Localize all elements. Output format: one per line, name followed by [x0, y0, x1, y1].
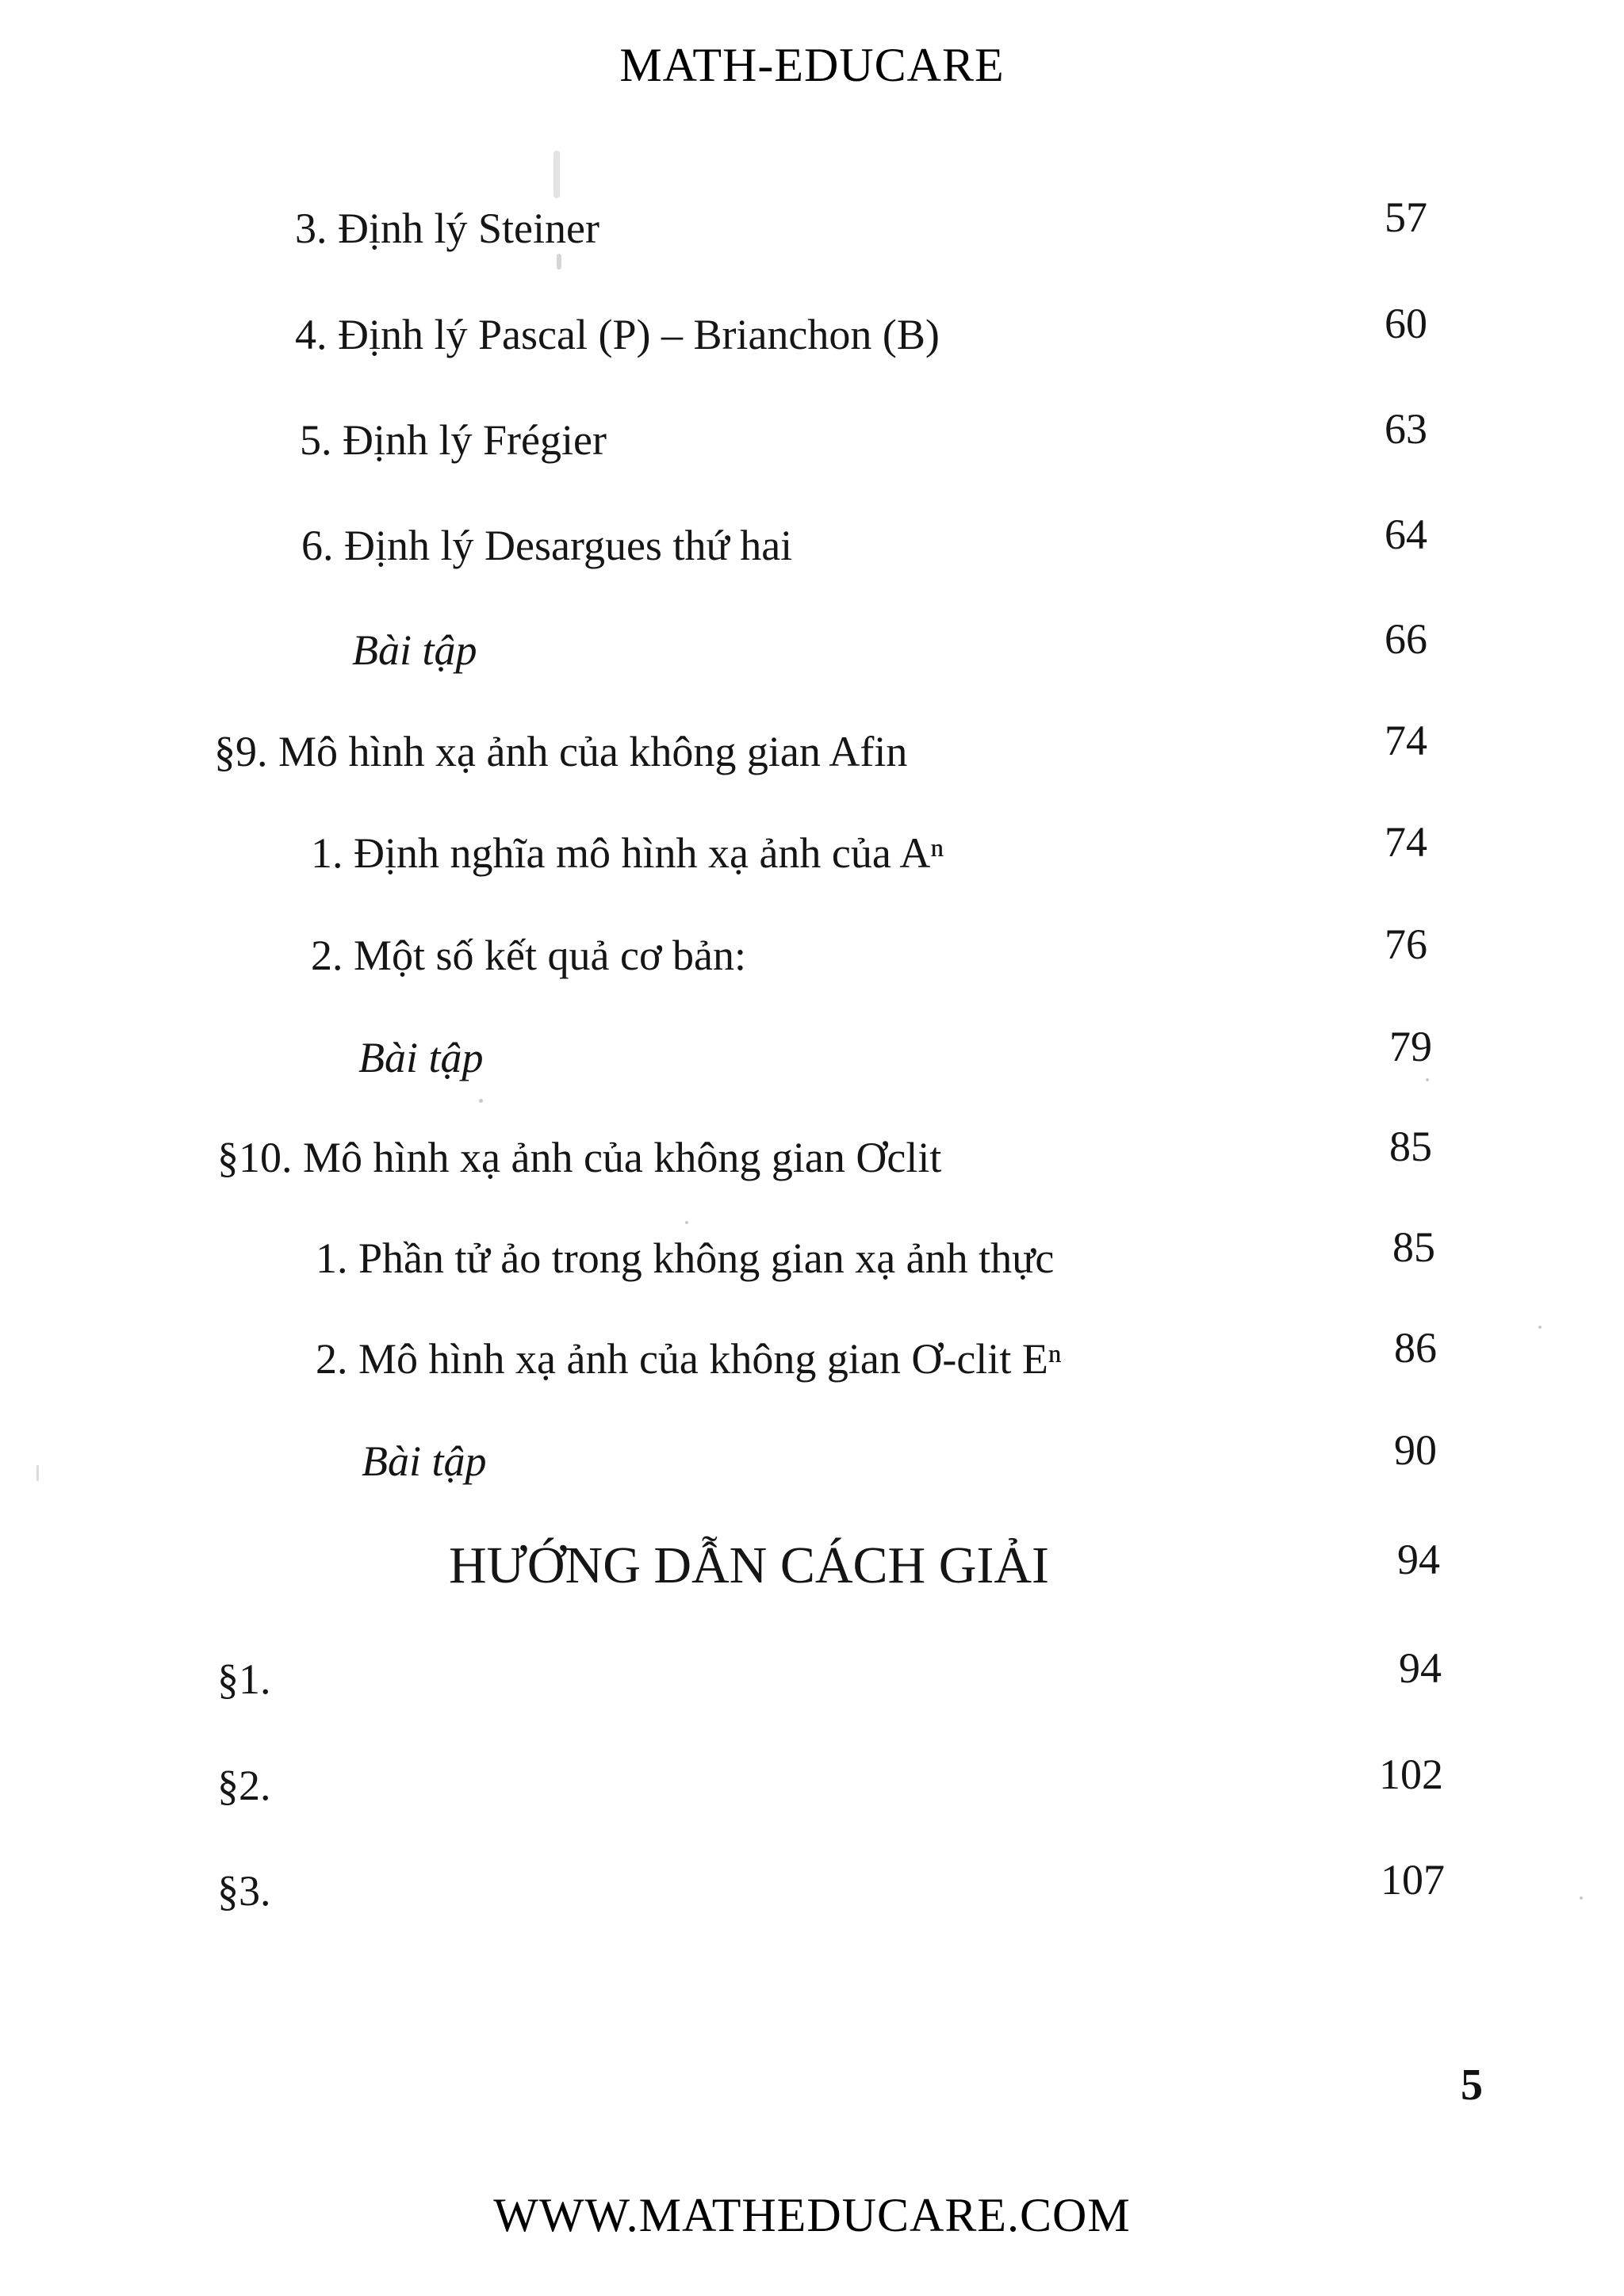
- toc-entry-page: 90: [1394, 1426, 1437, 1474]
- toc-entry-label: §2.: [217, 1762, 271, 1809]
- toc-entry-page: 57: [1385, 193, 1427, 241]
- toc-entry: [0, 818, 1624, 885]
- toc-entry-label: §3.: [217, 1867, 271, 1915]
- toc-entry-label: 6. Định lý Desargues thứ hai: [301, 522, 793, 569]
- toc-entry-label: 3. Định lý Steiner: [295, 205, 599, 252]
- section-heading-label: HƯỚNG DẪN CÁCH GIẢI: [449, 1536, 1050, 1594]
- toc-entry: [0, 300, 1624, 366]
- toc-entry-page: 85: [1392, 1223, 1435, 1271]
- toc-entry: [0, 1223, 1624, 1290]
- toc-entry-label: 2. Một số kết quả cơ bản:: [311, 932, 746, 979]
- toc-entry: [0, 1751, 1624, 1817]
- toc-entry: [0, 717, 1624, 783]
- section-heading: [0, 1530, 1624, 1601]
- toc-entry-page: 86: [1394, 1324, 1437, 1372]
- toc-entry-page: 66: [1385, 615, 1427, 663]
- toc-entry-label: 2. Mô hình xạ ảnh của không gian Ơ-clit Eⁿ: [316, 1335, 1062, 1383]
- toc-entry-label: Bài tập: [362, 1437, 487, 1485]
- scan-speck: [1426, 1078, 1429, 1081]
- toc-entry-page: 85: [1389, 1123, 1432, 1170]
- toc-entry: [0, 193, 1624, 260]
- toc-entry: [0, 1324, 1624, 1391]
- toc-entry: [0, 1644, 1624, 1711]
- scan-speck: [479, 1099, 483, 1103]
- toc-entry: [0, 920, 1624, 987]
- toc-entry: [0, 405, 1624, 472]
- toc-entry-page: 79: [1389, 1023, 1432, 1070]
- scan-speck: [557, 254, 561, 270]
- scan-speck: [553, 151, 560, 198]
- toc-entry-label: 4. Định lý Pascal (P) – Brianchon (B): [295, 311, 940, 358]
- toc-entry-label: §10. Mô hình xạ ảnh của không gian Ơclit: [217, 1134, 942, 1181]
- scan-speck: [685, 1221, 688, 1224]
- toc-entry: [0, 1426, 1624, 1493]
- toc-entry-page: 94: [1399, 1644, 1442, 1692]
- toc-entry: [0, 1023, 1624, 1089]
- toc-entry: [0, 1123, 1624, 1189]
- toc-entry-page: 63: [1385, 405, 1427, 453]
- toc-entry-page: 60: [1385, 300, 1427, 347]
- scan-speck: [1580, 1896, 1583, 1900]
- toc-entry: [0, 511, 1624, 577]
- toc-entry-label: 5. Định lý Frégier: [300, 416, 607, 464]
- toc-entry: [0, 615, 1624, 682]
- scan-speck: [36, 1465, 39, 1481]
- toc-entry-label: §1.: [217, 1655, 271, 1703]
- toc-entry-page: 102: [1379, 1751, 1443, 1798]
- toc-entry-label: Bài tập: [358, 1034, 484, 1081]
- section-heading-page: 94: [1397, 1536, 1440, 1583]
- toc-entry-label: 1. Phần tử ảo trong không gian xạ ảnh thực: [316, 1234, 1055, 1282]
- toc-entry-page: 64: [1385, 511, 1427, 558]
- scan-speck: [1538, 1326, 1542, 1329]
- toc-entry-label: §9. Mô hình xạ ảnh của không gian Afin: [214, 728, 908, 775]
- toc-entry: [0, 1856, 1624, 1923]
- page-header: MATH-EDUCARE: [619, 39, 1005, 91]
- toc-entry-page: 74: [1385, 717, 1427, 764]
- toc-entry-page: 76: [1385, 920, 1427, 968]
- toc-entry-page: 74: [1385, 818, 1427, 866]
- toc-entry-page: 107: [1381, 1856, 1445, 1904]
- page-number: 5: [1461, 2061, 1483, 2110]
- toc-entry-label: Bài tập: [352, 626, 477, 674]
- page-footer: WWW.MATHEDUCARE.COM: [493, 2189, 1131, 2241]
- toc-entry-label: 1. Định nghĩa mô hình xạ ảnh của Aⁿ: [311, 829, 944, 877]
